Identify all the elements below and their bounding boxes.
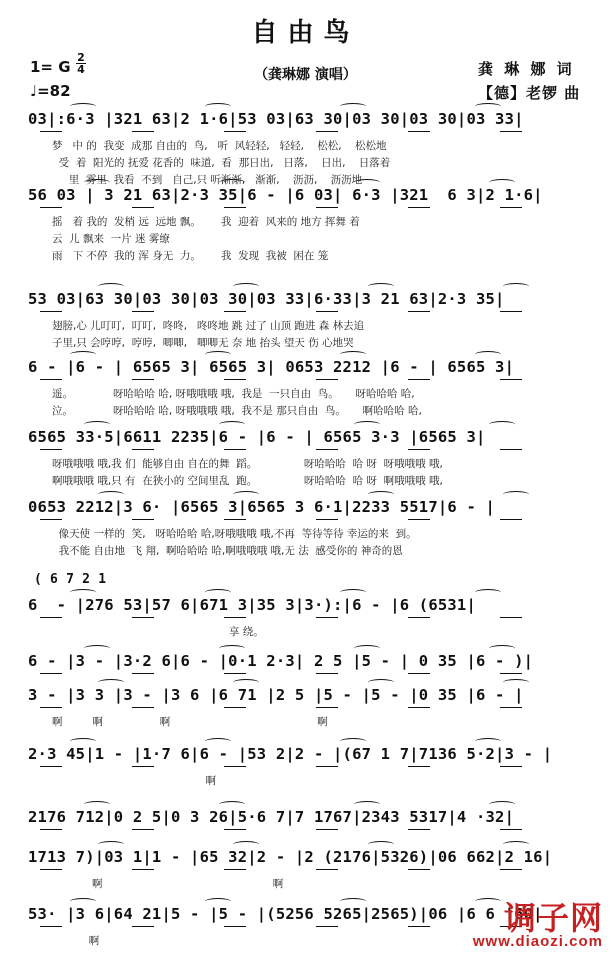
beam-underline <box>132 617 154 618</box>
lyric-line: 翅膀,心 儿叮叮, 叮叮, 咚咚, 咚咚地 跳 过了 山顶 跑进 森 林去追 <box>52 320 365 332</box>
beam-underline <box>40 707 62 708</box>
beam-underline <box>500 449 522 450</box>
beam-underline <box>500 617 522 618</box>
beam-underline <box>132 207 154 208</box>
beam-underline <box>408 379 430 380</box>
beam-underline <box>224 449 246 450</box>
site-watermark-url: www.diaozi.com <box>472 933 603 950</box>
beam-underline <box>40 449 62 450</box>
lyric-line: 受 着 阳光的 抚爱 花香的 味道, 看 那日出, 日落, 日出, 日落着 <box>52 157 391 169</box>
beam-underline <box>500 379 522 380</box>
beam-underline <box>40 519 62 520</box>
notation-line: 1713 7)|03 1|1 - |65 32|2 - |2 (2176|5326)|06 662|2 16| <box>28 848 553 866</box>
song-title: 自由鸟 <box>251 18 360 48</box>
slur-mark <box>70 351 96 358</box>
slur-mark <box>98 491 124 498</box>
slur-mark <box>489 645 515 652</box>
notation-line: 6 - |6 - | 6565 3| 6565 3| 0653 2212 |6 - | 6565 3| <box>28 358 515 376</box>
slur-mark <box>354 421 380 428</box>
beam-underline <box>316 311 338 312</box>
time-signature-top: 2 <box>77 51 85 64</box>
lyric-line: 啊 <box>52 935 100 947</box>
slur-mark <box>219 179 245 186</box>
lyric-line: 泣。 呀哈哈哈 哈, 呀哦哦哦 哦, 我不是 那只自由 鸟。 啊哈哈哈 哈, <box>52 405 422 417</box>
performer-subtitle: （龚琳娜 演唱） <box>254 67 357 83</box>
beam-underline <box>408 926 430 927</box>
slur-mark <box>233 491 259 498</box>
beam-underline <box>132 673 154 674</box>
slur-mark <box>475 738 501 745</box>
beam-underline <box>500 311 522 312</box>
beam-underline <box>224 673 246 674</box>
beam-underline <box>224 617 246 618</box>
beam-underline <box>40 673 62 674</box>
slur-mark <box>340 589 366 596</box>
slur-mark <box>503 679 529 686</box>
beam-underline <box>40 829 62 830</box>
beam-underline <box>132 519 154 520</box>
notation-line: 53 03|63 30|03 30|03 30|03 33|6·33|3 21 63|2·3 35| <box>28 290 505 308</box>
slur-mark <box>354 179 380 186</box>
beam-underline <box>500 766 522 767</box>
slur-mark <box>368 491 394 498</box>
beam-underline <box>408 449 430 450</box>
beam-underline <box>224 766 246 767</box>
grace-notes-prefix: ( 6 7 2 1 <box>34 572 107 587</box>
slur-mark <box>205 898 231 905</box>
slur-mark <box>340 351 366 358</box>
beam-underline <box>224 829 246 830</box>
slur-mark <box>219 421 245 428</box>
beam-underline <box>224 869 246 870</box>
beam-underline <box>408 766 430 767</box>
slur-mark <box>205 103 231 110</box>
beam-underline <box>316 707 338 708</box>
slur-mark <box>219 801 245 808</box>
lyric-line: 遥。 呀哈哈哈 哈, 呀哦哦哦 哦, 我是 一只自由 鸟。 呀哈哈哈 哈, <box>52 388 415 400</box>
slur-mark <box>205 351 231 358</box>
slur-mark <box>503 283 529 290</box>
notation-line: 03|:6·3 |321 63|2 1·6|53 03|63 30|03 30|03 30|03 33| <box>28 110 524 128</box>
beam-underline <box>132 449 154 450</box>
slur-mark <box>475 103 501 110</box>
beam-underline <box>500 707 522 708</box>
beam-underline <box>316 673 338 674</box>
lyric-line: 云 儿 飘来 一片 迷 雾缭 <box>52 233 170 245</box>
beam-underline <box>40 379 62 380</box>
beam-underline <box>132 311 154 312</box>
lyric-line: 啊 啊 啊 啊 <box>52 716 328 728</box>
key-signature: 1= G <box>30 58 71 76</box>
slur-mark <box>233 679 259 686</box>
lyric-line: 享 绕。 <box>52 626 264 638</box>
slur-mark <box>233 283 259 290</box>
notation-line: 6 - |276 53|57 6|671 3|35 3|3·):|6 - |6 (6531| <box>28 596 476 614</box>
beam-underline <box>40 766 62 767</box>
time-signature <box>76 52 86 75</box>
lyric-line: 啊 <box>52 775 217 787</box>
beam-underline <box>408 707 430 708</box>
slur-mark <box>340 738 366 745</box>
slur-mark <box>70 738 96 745</box>
beam-underline <box>500 829 522 830</box>
slur-mark <box>475 351 501 358</box>
beam-underline <box>224 131 246 132</box>
slur-mark <box>219 645 245 652</box>
slur-mark <box>340 103 366 110</box>
lyric-line: 子里,只 会哼哼, 哼哼, 唧唧, 唧唧无 奈 地 抬头 望天 伤 心地哭 <box>52 337 354 349</box>
slur-mark <box>368 679 394 686</box>
beam-underline <box>316 766 338 767</box>
slur-mark <box>489 801 515 808</box>
beam-underline <box>224 707 246 708</box>
beam-underline <box>224 519 246 520</box>
beam-underline <box>500 673 522 674</box>
lyricist-credit: 龚 琳 娜 词 <box>478 60 575 78</box>
slur-mark <box>84 801 110 808</box>
beam-underline <box>316 617 338 618</box>
lyric-line: 梦 中 的 我变 成那 自由的 鸟, 听 风轻轻, 轻轻, 松松, 松松地 <box>52 140 387 152</box>
beam-underline <box>224 311 246 312</box>
beam-underline <box>408 131 430 132</box>
slur-mark <box>503 491 529 498</box>
beam-underline <box>316 449 338 450</box>
lyric-line: 啊 啊 <box>52 878 284 890</box>
beam-underline <box>408 519 430 520</box>
beam-underline <box>40 131 62 132</box>
beam-underline <box>408 673 430 674</box>
slur-mark <box>354 645 380 652</box>
lyric-line: 呀哦哦哦 哦,我 们 能够自由 自在的舞 蹈。 呀哈哈哈 哈 呀 呀哦哦哦 哦, <box>52 458 443 470</box>
slur-mark <box>489 421 515 428</box>
beam-underline <box>316 131 338 132</box>
slur-mark <box>340 898 366 905</box>
lyric-line: 我不能 自由地 飞 翔, 啊哈哈哈 哈,啊哦哦哦 哦,无 法 感受你的 神奇的恩 <box>52 545 403 557</box>
beam-underline <box>500 131 522 132</box>
slur-mark <box>84 645 110 652</box>
beam-underline <box>224 207 246 208</box>
beam-underline <box>408 207 430 208</box>
slur-mark <box>98 283 124 290</box>
beam-underline <box>132 707 154 708</box>
slur-mark <box>368 283 394 290</box>
slur-mark <box>475 898 501 905</box>
slur-mark <box>70 103 96 110</box>
beam-underline <box>132 869 154 870</box>
beam-underline <box>408 829 430 830</box>
lyric-line: 啊哦哦哦 哦,只 有 在狭小的 空间里乱 跑。 呀哈哈哈 哈 呀 啊哦哦哦 哦, <box>52 475 443 487</box>
notation-line: 0653 2212|3 6· |6565 3|6565 3 6·1|2233 5517|6 - | <box>28 498 496 516</box>
beam-underline <box>408 311 430 312</box>
slur-mark <box>84 421 110 428</box>
beam-underline <box>132 131 154 132</box>
notation-line: 2176 712|0 2 5|0 3 26|5·6 7|7 1767|2343 5317|4 ·32| <box>28 808 515 826</box>
beam-underline <box>316 829 338 830</box>
slur-mark <box>475 589 501 596</box>
beam-underline <box>316 926 338 927</box>
beam-underline <box>408 869 430 870</box>
slur-mark <box>233 841 259 848</box>
beam-underline <box>316 207 338 208</box>
beam-underline <box>132 766 154 767</box>
lyric-line: 摇 着 我的 发梢 远 远地 飘。 我 迎着 风来的 地方 挥舞 着 <box>52 216 360 228</box>
lyric-line: 里 雾里 我看 不到 自己,只 听渐渐, 渐渐, 沥沥, 沥沥地 <box>52 174 363 186</box>
beam-underline <box>40 926 62 927</box>
beam-underline <box>316 869 338 870</box>
beam-underline <box>40 207 62 208</box>
slur-mark <box>70 589 96 596</box>
slur-mark <box>205 738 231 745</box>
beam-underline <box>500 207 522 208</box>
notation-line: 6 - |3 - |3·2 6|6 - |0·1 2·3| 2 5 |5 - | 0 35 |6 - )| <box>28 652 534 670</box>
notation-line: 53· |3 6|64 21|5 - |5 - |(5256 5265|2565)|06 |6 6 |60| <box>28 905 543 923</box>
notation-line: 56 03 | 3 21 63|2·3 35|6 - |6 03| 6·3 |321 6 3|2 1·6| <box>28 186 543 204</box>
beam-underline <box>40 617 62 618</box>
notation-line: 2·3 45|1 - |1·7 6|6 - |53 2|2 - |(67 1 7|7136 5·2|3 - | <box>28 745 553 763</box>
slur-mark <box>98 841 124 848</box>
slur-mark <box>84 179 110 186</box>
beam-underline <box>500 519 522 520</box>
slur-mark <box>354 801 380 808</box>
site-watermark-logo: 调子网 <box>503 899 603 937</box>
beam-underline <box>224 379 246 380</box>
slur-mark <box>368 841 394 848</box>
beam-underline <box>40 869 62 870</box>
beam-underline <box>40 311 62 312</box>
beam-underline <box>316 379 338 380</box>
beam-underline <box>224 926 246 927</box>
beam-underline <box>132 926 154 927</box>
lyric-line: 像天使 一样的 笑, 呀哈哈哈 哈,呀哦哦哦 哦,不再 等待等待 幸运的来 到。 <box>52 528 417 540</box>
slur-mark <box>489 179 515 186</box>
notation-line: 3 - |3 3 |3 - |3 6 |6 71 |2 5 |5 - |5 - |0 35 |6 - | <box>28 686 524 704</box>
time-signature-bottom: 4 <box>77 63 85 76</box>
beam-underline <box>316 519 338 520</box>
tempo-marking: ♩=82 <box>30 82 71 100</box>
lyric-line: 雨 下 不停 我的 浑 身无 力。 我 发现 我被 困在 笼 <box>52 250 329 262</box>
slur-mark <box>98 679 124 686</box>
slur-mark <box>503 841 529 848</box>
notation-line: 6565 33·5|6611 2235|6 - |6 - | 6565 3·3 |6565 3| <box>28 428 486 446</box>
beam-underline <box>132 829 154 830</box>
beam-underline <box>132 379 154 380</box>
composer-credit: 【德】老锣 曲 <box>478 84 581 102</box>
slur-mark <box>70 898 96 905</box>
beam-underline <box>408 617 430 618</box>
slur-mark <box>205 589 231 596</box>
beam-underline <box>500 869 522 870</box>
